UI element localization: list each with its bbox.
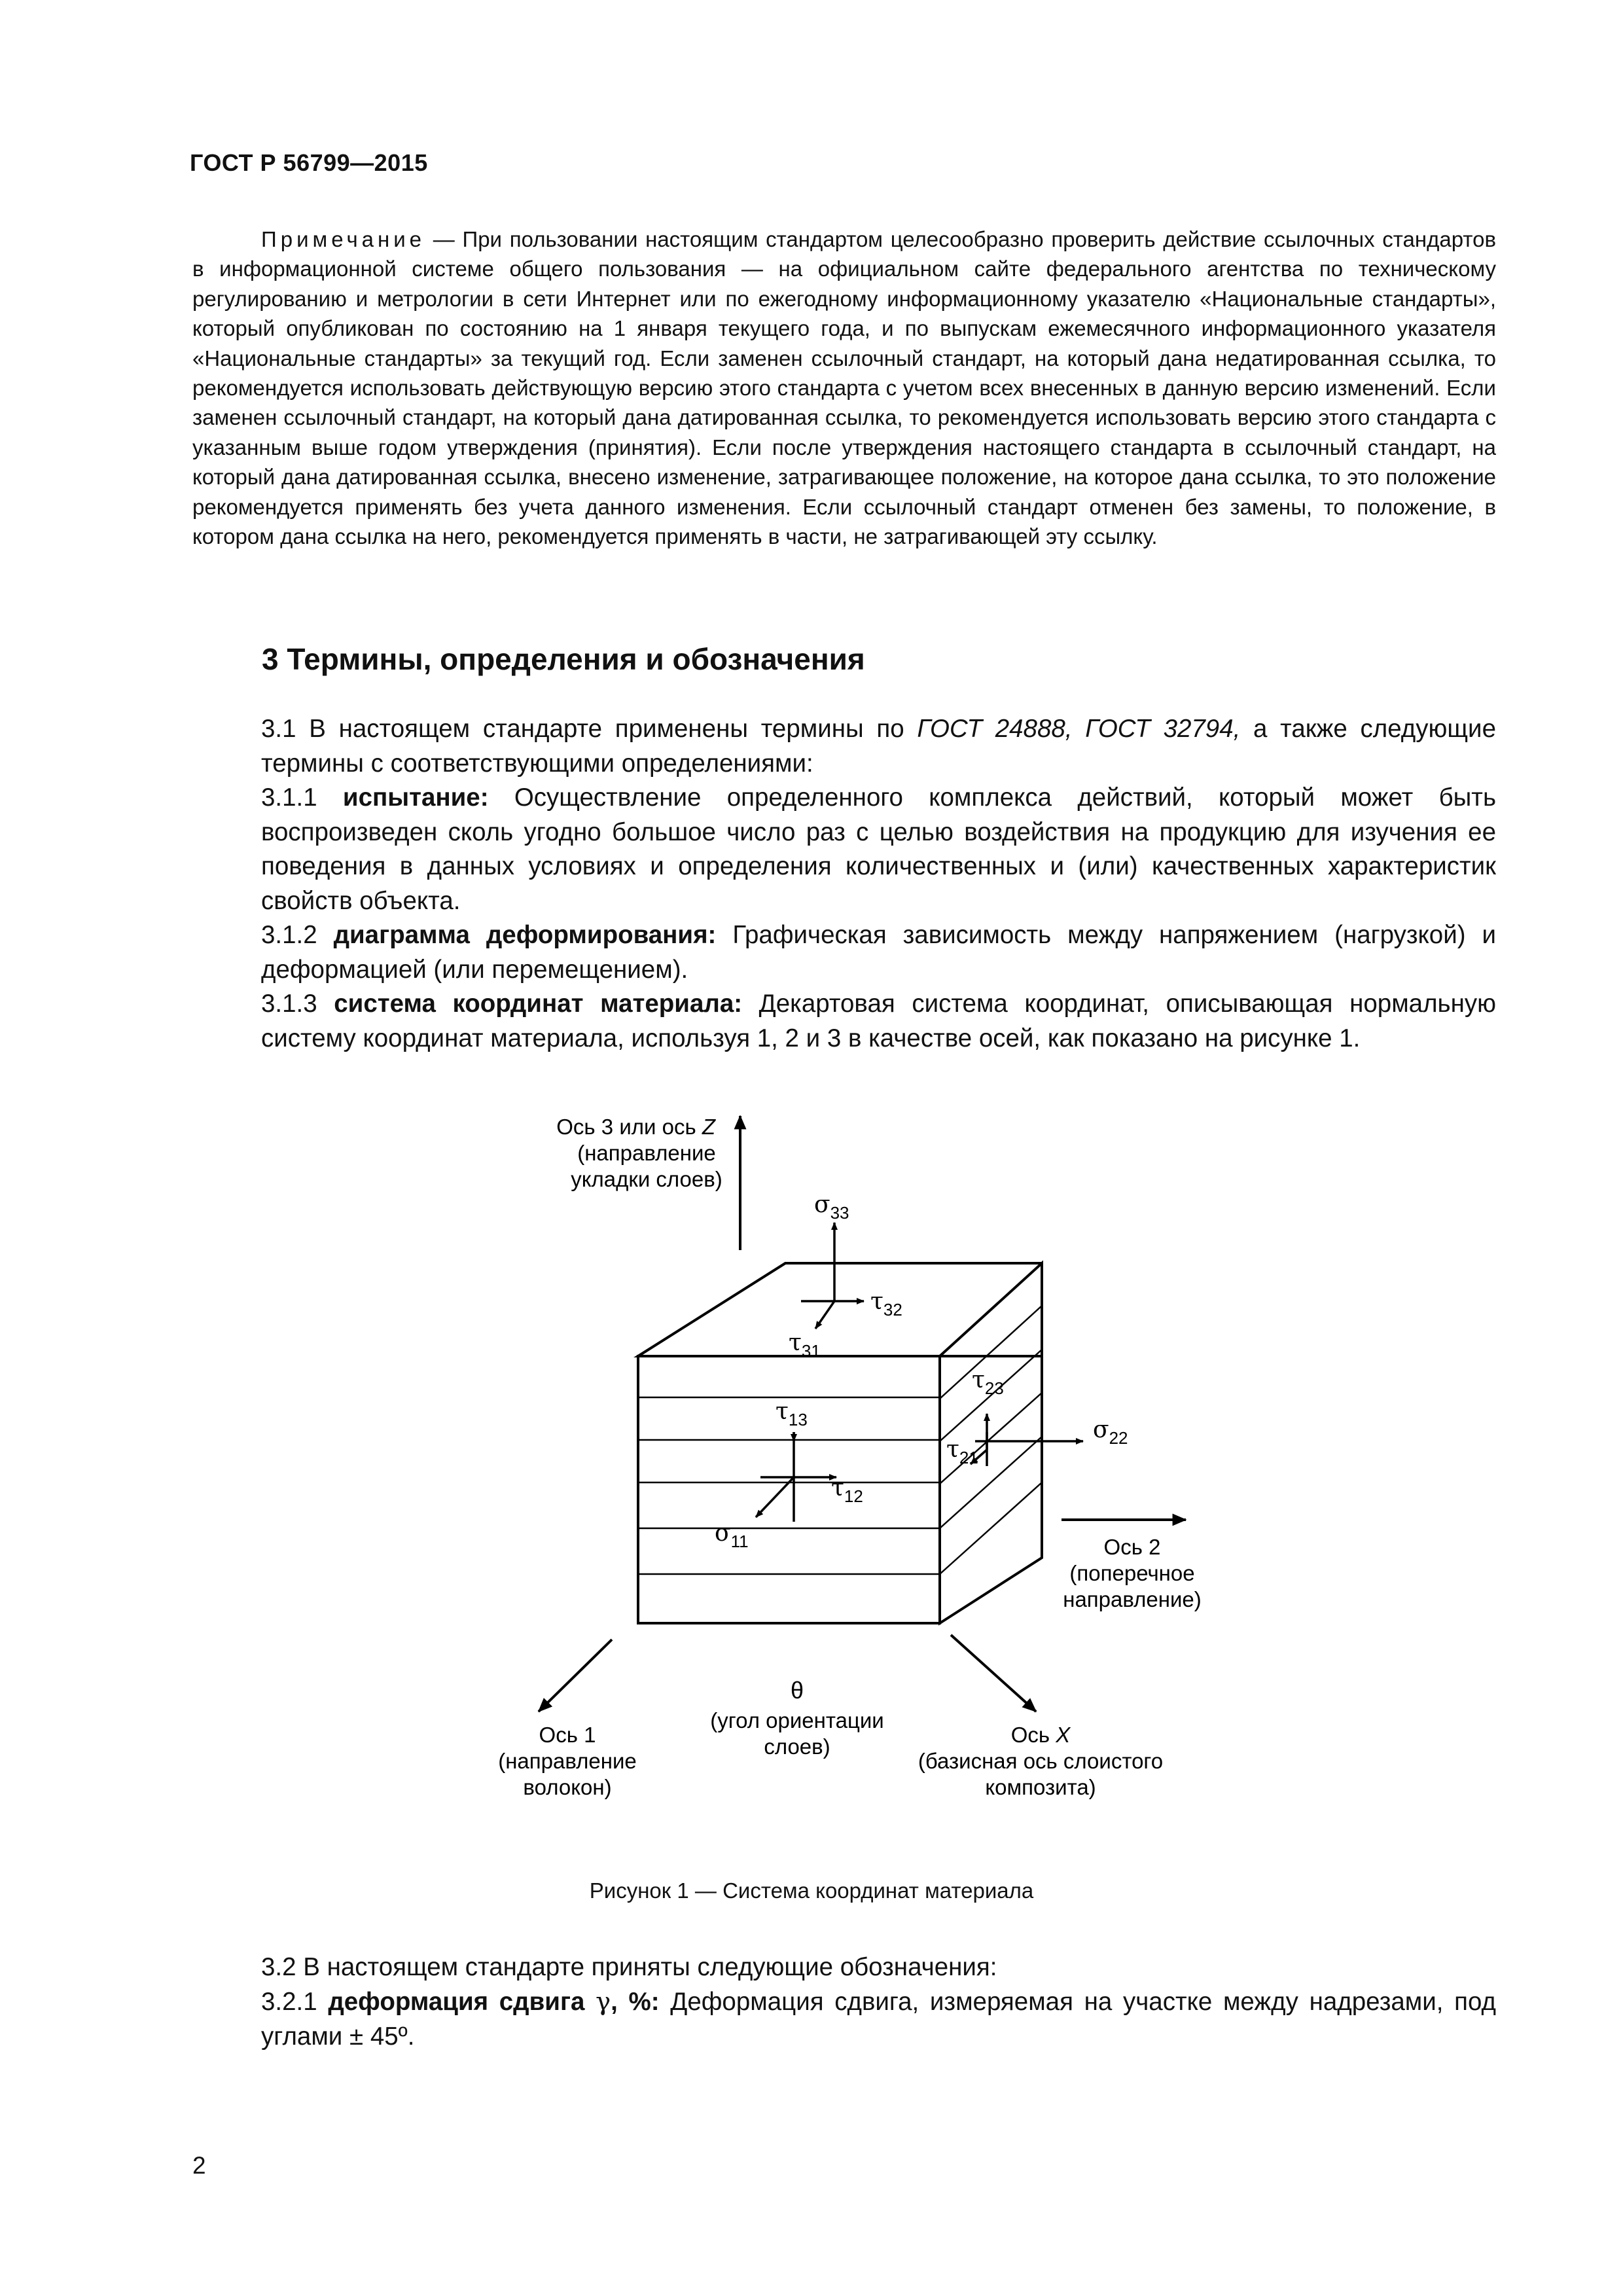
axis-3-label-line3: укладки слоев) bbox=[571, 1167, 722, 1191]
tau-12-label: $\tau_{12}$ bbox=[831, 1475, 863, 1506]
tau-31-arrow bbox=[815, 1301, 834, 1329]
axis-x-label-line1: Ось X bbox=[1010, 1723, 1071, 1747]
axis-1-label-line1: Ось 1 bbox=[539, 1723, 596, 1747]
tau-32-label: $\tau_{32}$ bbox=[870, 1288, 902, 1319]
term-material-coordinate-system: система координат материала: bbox=[334, 990, 743, 1018]
paragraph-3-1-3: 3.1.3 система координат материала: Декартовая система координат, описывающая нормальную систему координат материала, используя 1, 2 и 3 в качестве осей, как показано на рисунке 1. bbox=[261, 990, 1496, 1052]
axis-x-label-line3: композита) bbox=[985, 1775, 1096, 1799]
sigma-22-label: $\sigma_{22}$ bbox=[1093, 1416, 1128, 1448]
standard-references: ГОСТ 24888, ГОСТ 32794, bbox=[917, 715, 1241, 743]
note-label: Примечание bbox=[261, 227, 426, 251]
axis-x-label-line2: (базисная ось слоистого bbox=[918, 1749, 1164, 1773]
paragraph-3-1-2: 3.1.2 диаграмма деформирования: Графическая зависимость между напряжением (нагрузкой) и деформацией (или перемещением). bbox=[261, 921, 1496, 984]
axis-1-label-line2: (направление bbox=[498, 1749, 637, 1773]
axis-1-label-line3: волокон) bbox=[523, 1775, 612, 1799]
paragraph-3-1: 3.1 В настоящем стандарте применены термины по ГОСТ 24888, ГОСТ 32794, а также следующие термины с соответствующими определениями: bbox=[261, 715, 1496, 778]
document-header: ГОСТ Р 56799—2015 bbox=[190, 149, 428, 176]
theta-symbol: θ bbox=[790, 1677, 804, 1704]
tau-23-label: $\tau_{23}$ bbox=[972, 1367, 1004, 1398]
page-number: 2 bbox=[192, 2152, 206, 2179]
axis-1-arrow bbox=[539, 1640, 612, 1712]
axis-2-label-line2: (поперечное bbox=[1069, 1561, 1195, 1585]
term-shear-strain: деформация сдвига bbox=[328, 1988, 585, 2016]
layered-cube bbox=[638, 1263, 1042, 1623]
section-title: 3 Термины, определения и обозначения bbox=[262, 642, 865, 676]
term-testing: испытание: bbox=[342, 783, 489, 812]
term-deformation-diagram: диаграмма деформирования: bbox=[333, 921, 717, 949]
tau-13-label: $\tau_{13}$ bbox=[776, 1398, 808, 1429]
axis-3-label-line1: Ось 3 или ось Z bbox=[556, 1115, 715, 1139]
paragraph-3-2-1: 3.2.1 деформация сдвига γ, %: Деформация сдвига, измеряемая на участке между надрезами, под углами ± 45º. bbox=[261, 1987, 1496, 2051]
cube-front-face bbox=[638, 1356, 940, 1623]
tau-31-label: $\tau_{31}$ bbox=[789, 1329, 821, 1361]
axis-x-arrow bbox=[951, 1635, 1036, 1712]
axis-2-label-line1: Ось 2 bbox=[1103, 1535, 1161, 1559]
cube-top-face bbox=[638, 1263, 1042, 1356]
paragraph-3-2: 3.2 В настоящем стандарте приняты следующие обозначения: bbox=[261, 1953, 997, 1981]
theta-label-line2: (угол ориентации bbox=[710, 1708, 884, 1732]
sigma-11-label: $\sigma_{11}$ bbox=[715, 1520, 749, 1551]
tau-21-label: $\tau_{21}$ bbox=[946, 1436, 978, 1467]
theta-label-line3: слоев) bbox=[764, 1734, 830, 1759]
cube-layers bbox=[638, 1306, 1042, 1574]
note-text: — При пользовании настоящим стандартом целесообразно проверить действие ссылочных стандартов в информационной системе общего пользования — на официальном сайте федерального агентства по техническому регулированию и метрологии в сети Интернет или по ежегодному информационному указателю «Национальные стандарты», который опубликован по состоянию на 1 января текущего года, и по выпускам ежемесячного информационного указателя «Национальные стандарты» за текущий год. Если заменен ссылочный стандарт, на который дана недатированная ссылка, то рекомендуется использовать действующую версию этого стандарта с учетом всех внесенных в данную версию изменений. Если заменен ссылочный стандарт, на который дана датированная ссылка, то рекомендуется использовать версию этого стандарта с указанным выше годом утверждения (принятия). Если после утверждения настоящего стандарта в ссылочный стандарт, на который дана датированная ссылка, внесено изменение, затрагивающее положение, на которое дана ссылка, то это положение рекомендуется применять без учета данного изменения. Если ссылочный стандарт отменен без замены, то положение, в котором дана ссылка на него, рекомендуется применять в части, не затрагивающей эту ссылку. bbox=[192, 227, 1496, 549]
sigma-33-label: $\sigma_{33}$ bbox=[814, 1191, 849, 1223]
figure-caption: Рисунок 1 — Система координат материала bbox=[589, 1878, 1034, 1903]
paragraph-3-1-1: 3.1.1 испытание: Осуществление определенного комплекса действий, который может быть воспроизведен сколь угодно большое число раз с целью воздействия на продукцию для изучения ее поведения в данных условиях и определения количественных и (или) качественных характеристик свойств объекта. bbox=[261, 783, 1496, 915]
axis-3-label-line2: (направление bbox=[577, 1141, 716, 1165]
symbol-gamma: γ bbox=[596, 1987, 611, 2017]
axis-2-label-line3: направление) bbox=[1063, 1587, 1202, 1611]
